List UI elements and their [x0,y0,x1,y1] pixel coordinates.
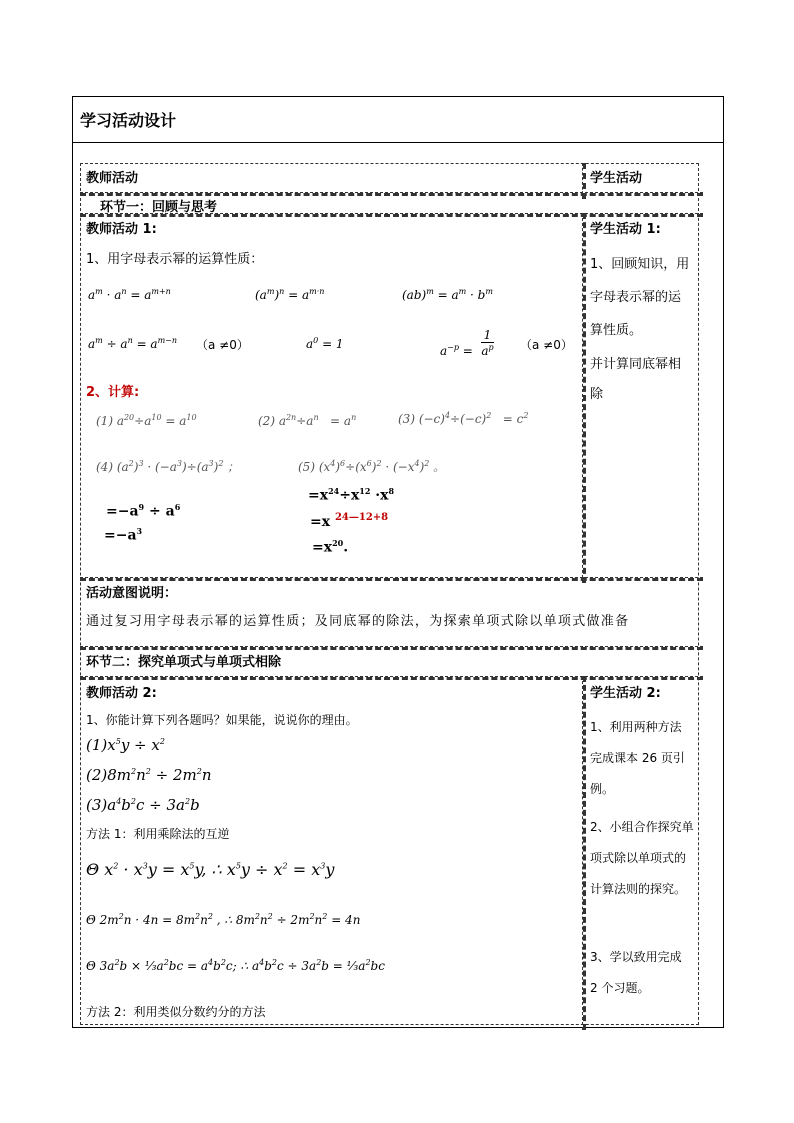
problem-2: $(2)8m^2n^2 \div 2m^2n$ [86,766,212,784]
student-activity-2-heading: 学生活动 2: [590,686,661,701]
calc-4: (4) $(a^2)^3 \cdot (-a^3)\div(a^3)^2$ ； [96,459,240,474]
method1-eq2: Θ $2m^2n \cdot 4n = 8m^2n^2$ , ∴ $8m^2n^2 \div 2m^2n^2 = 4n$ [86,912,361,927]
rule-quotient-cond: （a ≠0） [196,338,249,352]
rule-power: $(a^m)^n = a^{m\cdot n}$ [255,287,325,302]
row-line [80,676,703,680]
problem-1: $(1)x^5y \div x^2$ [86,736,165,754]
rule-negative-cond: （a ≠0） [520,338,573,352]
student-activity-2-item3: 3、学以致用完成 2 个习题。 [590,950,682,995]
rule-negative: $a^{-p}$ = $\frac{1}{a^p}$ [440,328,494,358]
step4-b: $=-a^3$ [104,526,143,544]
method1-eq3: Θ $3a^2b$ × $\frac{1}{3}a^2bc = a^4b^2c$; ∴ $a^4b^2c \div 3a^2b$ = $\frac{1}{3}a^2bc$ [86,958,385,973]
problem-3: $(3)a^4b^2c \div 3a^2b$ [86,796,200,814]
calc-1: (1) $a^{20}\div a^{10} = a^{10}$ [96,413,197,428]
row-line [80,577,703,581]
item1-text: 1、用字母表示幂的运算性质： [86,252,264,267]
teacher-column-header: 教师活动 [86,171,139,186]
student-activity-2-item2: 2、小组合作探究单项式除以单项式的计算法则的探究。 [590,820,694,896]
method1-text: 方法 1：利用乘除法的互逆 [86,827,230,841]
rule-quotient: $a^m \div a^n = a^{m-n}$ [88,336,178,351]
calc-2: (2) $a^{2n}\div a^n = a^n$ [258,413,357,428]
column-divider-1 [582,213,586,583]
section1-title: 环节一：回顾与思考 [100,200,218,215]
method1-eq1: Θ $x^2 \cdot x^3y = x^5y$, ∴ $x^5y \div x^2 = x^3y$ [86,860,335,879]
page-title: 学习活动设计 [80,111,177,130]
step5-c: $=x^{20}$. [312,538,349,556]
student-activity-1-heading: 学生活动 1: [590,222,661,237]
row-line [80,646,703,650]
student-activity-1-text: 1、回顾知识，用字母表示幂的运算性质。 [590,257,690,338]
calc-3: (3) $(-c)^4\div(-c)^2 = c^2$ [398,411,529,426]
student-activity-2-item1: 1、利用两种方法完成课本 26 页引例。 [590,720,685,796]
rule-product: $a^m \cdot a^n = a^{m+n}$ [88,287,171,302]
intent-title: 活动意图说明： [86,586,178,601]
column-divider-2 [582,676,586,1030]
header-divider [72,142,723,143]
student-column-header: 学生活动 [590,171,643,186]
step5-a: $=x^{24}\div x^{12} \cdot x^8$ [308,486,395,504]
question-text: 1、你能计算下列各题吗？如果能，说说你的理由。 [86,713,358,727]
section2-title: 环节二：探究单项式与单项式相除 [86,655,282,670]
intent-text: 通过复习用字母表示幂的运算性质；及同底幂的除法，为探索单项式除以单项式做准备 [86,614,630,629]
rule-product-power: $(ab)^m = a^m \cdot b^m$ [402,287,493,302]
step4-a: $=-a^9 \div a^6$ [106,502,181,520]
teacher-activity-1-heading: 教师活动 1: [86,222,157,237]
item2-text: 2、计算: [86,385,140,400]
calc-5: (5) $(x^4)^6\div(x^6)^2 \cdot (-x^4)^2$ 。 [298,459,446,474]
rule-zero: $a^0 = 1$ [306,336,344,351]
student-activity-1-text2: 并计算同底幂相除 [590,357,682,402]
step5-b: =x $^{24—12+8}$ [310,512,389,530]
method2-text: 方法 2：利用类似分数约分的方法 [86,1005,266,1019]
teacher-activity-2-heading: 教师活动 2: [86,686,157,701]
